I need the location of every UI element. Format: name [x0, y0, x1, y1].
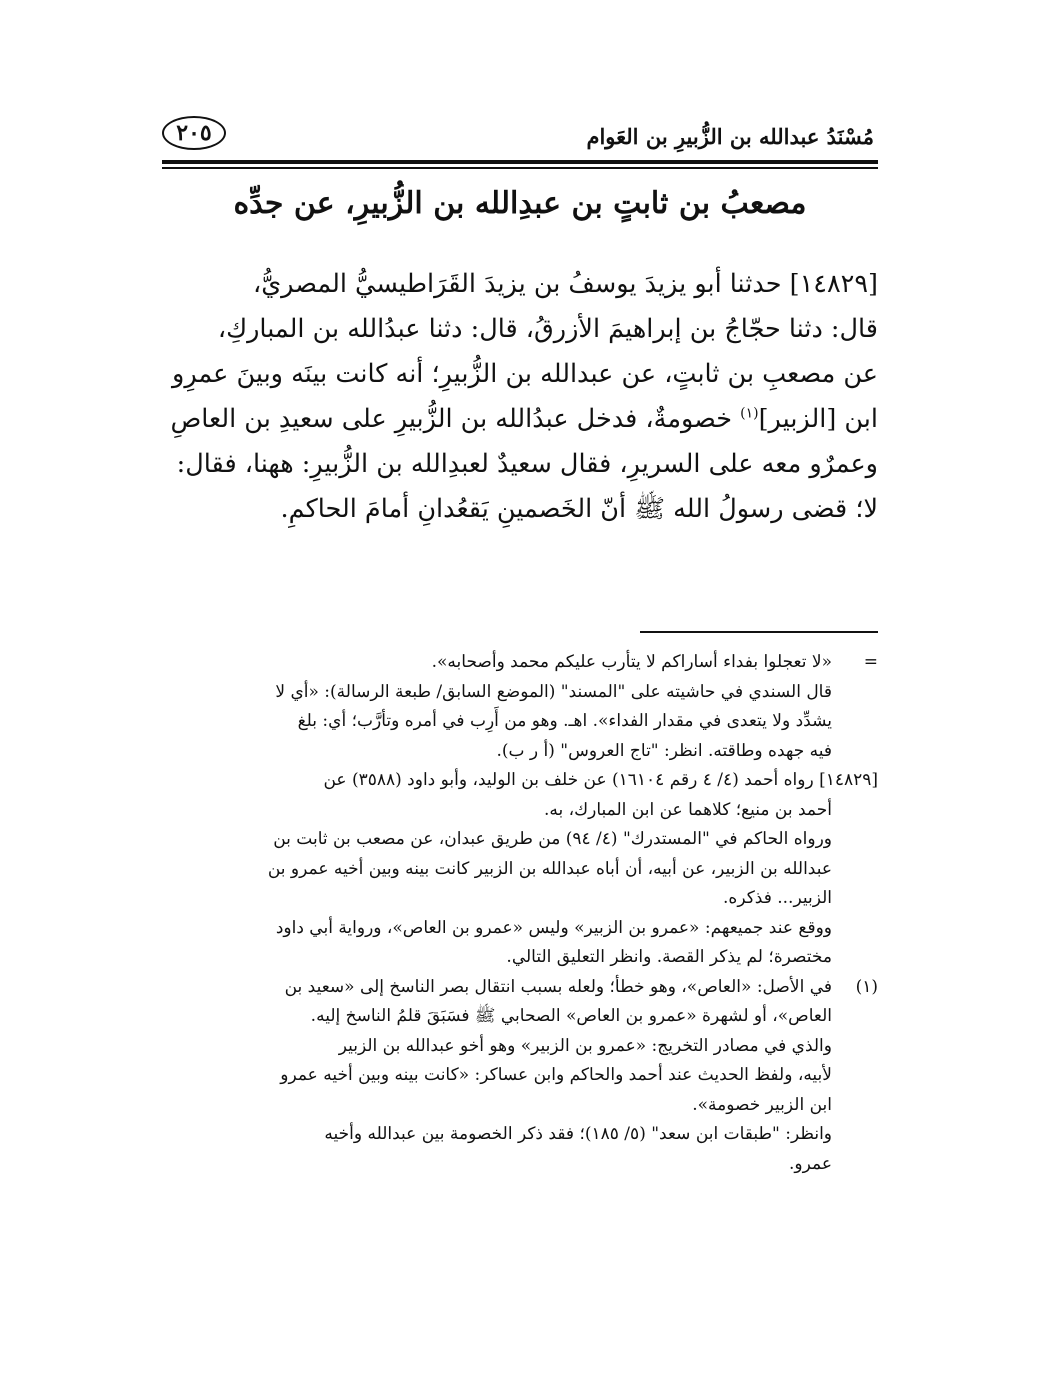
footnotes — [162, 648, 878, 1179]
hadith-line-with-note — [162, 397, 878, 442]
hadith-line-rest: خصومةٌ، فدخل عبدُالله بن الزُّبيرِ على سعيدِ بن العاصِ — [170, 404, 733, 434]
takhrij-line: مختصرة؛ لم يذكر القصة. وانظر التعليق التالي. — [506, 947, 832, 967]
hadith-body — [162, 262, 878, 532]
takhrij-line: ورواه الحاكم في "المستدرك" (٤/ ٩٤) من طريق عبدان، عن مصعب بن ثابت بن — [273, 829, 832, 849]
continuation-marker: = — [863, 652, 878, 672]
footnote-line: والذي في مصادر التخريج: «عمرو بن الزبير» وهو أخو عبدالله بن الزبير — [338, 1035, 832, 1056]
footnote-text: «لا تعجلوا بفداء أساراكم لا يتأرب عليكم محمد وأصحابه». — [431, 652, 832, 672]
footnote-line — [162, 648, 878, 678]
footnote-line — [162, 973, 878, 1003]
page-number-badge: ٢٠٥ — [162, 116, 226, 150]
footnote-line: عمرو. — [789, 1153, 832, 1174]
hadith-line: وعمرٌو معه على السريرِ، فقال سعيدٌ لعبدِالله بن الزُّبيرِ: ههنا، فقال: — [176, 449, 878, 479]
hadith-line: [١٤٨٢٩] حدثنا أبو يزيدَ يوسفُ بن يزيدَ القَرَاطيسيُّ المصريُّ، — [252, 269, 878, 299]
header-rule-thin — [162, 167, 878, 169]
footnote-line: ابن الزبير خصومة». — [692, 1094, 832, 1115]
hadith-line: لا؛ قضى رسولُ الله ﷺ أنّ الخَصمينِ يَقعُدانِ أمامَ الحاكمِ. — [280, 494, 878, 524]
takhrij-line: أحمد بن منيع؛ كلاهما عن ابن المبارك، به. — [544, 799, 832, 820]
footnote-text: في الأصل: «العاص»، وهو خطأ؛ ولعله بسبب انتقال بصر الناسخ إلى «سعيد بن — [284, 976, 832, 997]
hadith-line: قال: دثنا حجّاجُ بن إبراهيمَ الأزرقُ، قال: دثنا عبدُالله بن المباركِ، — [217, 314, 878, 344]
page-header — [162, 112, 878, 158]
footnote-separator — [640, 631, 878, 633]
header-rule-thick — [162, 160, 878, 164]
footnote-line: يشدِّد ولا يتعدى في مقدار الفداء». اهـ. وهو من أَرِب في أمره وتأرَّب؛ أي: بلغ — [297, 711, 832, 731]
footnote-reference[interactable]: (١) — [740, 405, 759, 422]
takhrij-line: عبدالله بن الزبير، عن أبيه، أن أباه عبدالله بن الزبير كانت بينه وبين أخيه عمرو بن — [267, 858, 832, 879]
running-title: مُسْنَدُ عبدالله بن الزُّبيرِ بن العَوام — [586, 124, 874, 149]
hadith-line-prefix: ابن [الزبير] — [758, 404, 878, 434]
footnote-line: وانظر: "طبقات ابن سعد" (٥/ ١٨٥)؛ فقد ذكر الخصومة بين عبدالله وأخيه — [324, 1124, 832, 1144]
hadith-line: عن مصعبِ بن ثابتٍ، عن عبدالله بن الزُّبيرِ؛ أنه كانت بينَه وبينَ عمرِو — [172, 359, 878, 389]
footnote-line: قال السندي في حاشيته على "المسند" (الموضع السابق/ طبعة الرسالة): «أي لا — [275, 681, 832, 702]
footnote-line: فيه جهده وطاقته. انظر: "تاج العروس" (أ ر ب). — [496, 740, 832, 761]
takhrij-line: [١٤٨٢٩] رواه أحمد (٤/ ٤ رقم ١٦١٠٤) عن خلف بن الوليد، وأبو داود (٣٥٨٨) عن — [323, 770, 878, 790]
footnote-line: لأبيه، ولفظ الحديث عند أحمد والحاكم وابن عساكر: «كانت بينه وبين أخيه عمرو — [280, 1065, 832, 1085]
chapter-title: مصعبُ بن ثابتٍ بن عبدِالله بن الزُّبيرِ، عن جدِّه — [233, 186, 807, 221]
takhrij-line: الزبير... فذكره. — [723, 888, 832, 908]
takhrij-line: ووقع عند جميعهم: «عمرو بن الزبير» وليس «عمرو بن العاص»، ورواية أبي داود — [275, 917, 832, 938]
footnote-line: العاص»، أو لشهرة «عمرو بن العاص» الصحابي ﷺ فسَبَقَ قلمُ الناسخ إليه. — [310, 1006, 832, 1026]
footnote-number: (١) — [855, 976, 878, 997]
